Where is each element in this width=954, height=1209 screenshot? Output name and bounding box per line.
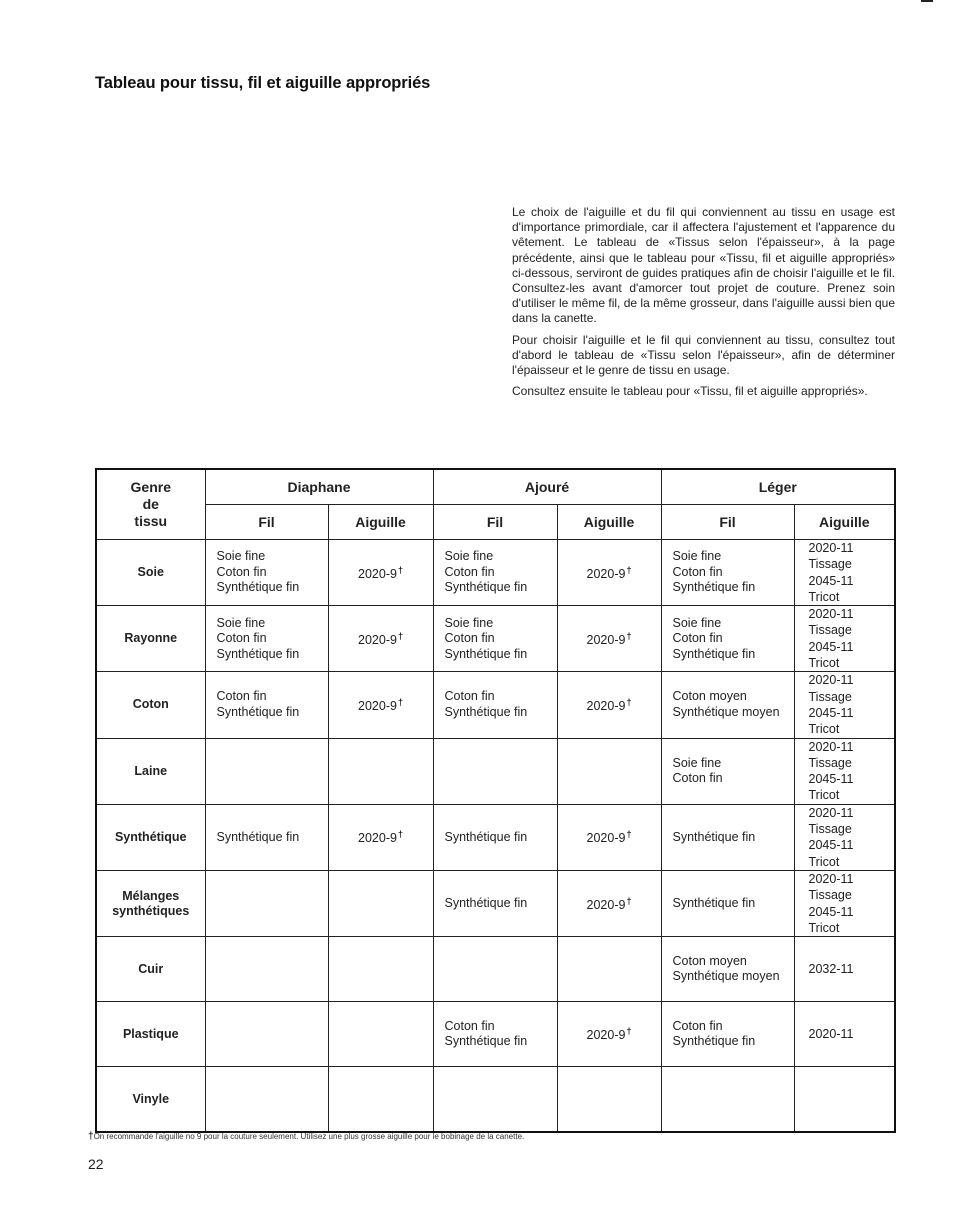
table-row — [96, 738, 895, 804]
needle-value: 2020-11 — [808, 805, 854, 820]
thread-value: Synthétique moyen — [672, 969, 780, 984]
intro-paragraph: Le choix de l'aiguille et du fil qui conviennent au tissu en usage est d'importance primordiale, car il affectera l'ajustement et l'apparence du vêtement. Le tableau de «Tissus selon l'épaisseur», à la page précédente, ainsi que le tableau pour «Tissu, fil et aiguille appropriés» ci-dessous, serviront de guides pratiques afin de choisir l'aiguille et le fil. Consultez-les avant d'amorcer tout projet de couture. Prenez soin d'utiliser le même fil, de la même grosseur, dans l'aiguille aussi bien que dans la canette. — [512, 205, 895, 326]
thread-cell-diaphane — [205, 1002, 328, 1067]
needle-cell-diaphane — [328, 937, 433, 1002]
needle-cell-diaphane — [328, 738, 433, 804]
thread-value: Coton fin — [444, 1018, 495, 1033]
thread-cell-ajoure — [433, 804, 557, 870]
thread-value: Synthétique fin — [444, 646, 528, 661]
dagger-mark: † — [626, 895, 632, 906]
thread-value: Soie fine — [444, 549, 494, 564]
needle-cell-ajoure — [557, 804, 661, 870]
page-number: 22 — [88, 1156, 104, 1172]
needle-value: 2020-11 — [808, 607, 854, 622]
needle-cell-ajoure — [557, 1067, 661, 1133]
thread-value: Coton moyen — [672, 953, 747, 968]
thread-value: Soie fine — [216, 615, 266, 630]
needle-value: 2020-9 — [358, 566, 397, 581]
intro-text — [512, 205, 895, 405]
thread-value: Synthétique moyen — [672, 704, 780, 719]
thread-value: Coton fin — [216, 631, 267, 646]
needle-value: Tricot — [808, 920, 840, 935]
fabric-name: Mélanges — [122, 888, 180, 903]
thread-value: Coton fin — [672, 564, 723, 579]
needle-value: 2020-11 — [808, 871, 854, 886]
thread-cell-ajoure — [433, 540, 557, 606]
needle-cell-ajoure — [557, 870, 661, 936]
needle-value: 2020-11 — [808, 739, 854, 754]
needle-value: 2020-9 — [358, 632, 397, 647]
fabric-name-cell — [96, 672, 205, 738]
thread-cell-leger — [661, 870, 794, 936]
thread-value: Synthétique fin — [216, 646, 300, 661]
needle-value: 2020-9 — [586, 632, 626, 647]
needle-value: Tricot — [808, 722, 840, 737]
thread-value: Coton fin — [444, 631, 495, 646]
table-row — [96, 672, 895, 738]
dagger-mark: † — [626, 564, 632, 575]
thread-value: Synthétique fin — [444, 829, 528, 844]
thread-value: Synthétique fin — [216, 704, 300, 719]
thread-cell-ajoure — [433, 606, 557, 672]
needle-value: 2020-11 — [808, 673, 854, 688]
sub-header-aiguille: Aiguille — [557, 505, 661, 540]
needle-cell-ajoure — [557, 606, 661, 672]
fabric-name: synthétiques — [112, 903, 190, 918]
thread-cell-leger — [661, 804, 794, 870]
thread-value: Soie fine — [672, 615, 722, 630]
thread-value: Coton fin — [216, 689, 267, 704]
thread-value: Synthétique fin — [672, 646, 756, 661]
table-row — [96, 937, 895, 1002]
thread-cell-leger — [661, 672, 794, 738]
needle-cell-leger — [794, 672, 895, 738]
thread-cell-ajoure — [433, 1067, 557, 1133]
needle-cell-ajoure — [557, 937, 661, 1002]
thread-cell-diaphane — [205, 738, 328, 804]
thread-value: Synthétique fin — [444, 580, 528, 595]
fabric-name-cell — [96, 870, 205, 936]
thread-cell-diaphane — [205, 870, 328, 936]
needle-value: 2020-9 — [586, 698, 626, 713]
thread-cell-ajoure — [433, 1002, 557, 1067]
thread-value: Coton fin — [444, 689, 495, 704]
fabric-name-cell — [96, 1002, 205, 1067]
thread-value: Soie fine — [444, 615, 494, 630]
fabric-name-cell — [96, 804, 205, 870]
thread-cell-ajoure — [433, 738, 557, 804]
fabric-name-cell — [96, 540, 205, 606]
thread-cell-diaphane — [205, 606, 328, 672]
thread-value: Synthétique fin — [216, 580, 300, 595]
group-header-leger: Léger — [661, 469, 895, 505]
thread-value: Soie fine — [672, 549, 722, 564]
thread-value: Coton moyen — [672, 689, 747, 704]
thread-cell-leger — [661, 937, 794, 1002]
thread-value: Coton fin — [444, 564, 495, 579]
needle-value: Tissage — [808, 557, 852, 572]
needle-cell-leger — [794, 1067, 895, 1133]
thread-value: Synthétique fin — [672, 829, 756, 844]
thread-value: Synthétique fin — [672, 895, 756, 910]
thread-value: Coton fin — [216, 564, 267, 579]
thread-value: Synthétique fin — [672, 1034, 756, 1049]
footnote — [88, 1131, 524, 1142]
fabric-name: Rayonne — [124, 631, 178, 646]
thread-cell-leger — [661, 1002, 794, 1067]
needle-cell-leger — [794, 606, 895, 672]
needle-cell-ajoure — [557, 672, 661, 738]
thread-cell-diaphane — [205, 937, 328, 1002]
needle-value: Tricot — [808, 589, 840, 604]
thread-value: Coton fin — [672, 771, 723, 786]
needle-value: Tissage — [808, 689, 852, 704]
footnote-dagger: † — [88, 1131, 94, 1142]
sub-header-fil: Fil — [661, 505, 794, 540]
fabric-thread-needle-table — [95, 468, 896, 1133]
thread-cell-leger — [661, 540, 794, 606]
fabric-name: Synthétique — [114, 829, 187, 844]
thread-value: Synthétique fin — [216, 829, 300, 844]
needle-value: 2020-9 — [358, 698, 397, 713]
fabric-name: Coton — [132, 697, 169, 712]
fabric-name-cell — [96, 1067, 205, 1133]
sub-header-aiguille: Aiguille — [794, 505, 895, 540]
fabric-name-cell — [96, 937, 205, 1002]
thread-value: Soie fine — [216, 549, 266, 564]
fabric-name: Plastique — [122, 1026, 179, 1041]
intro-paragraph: Pour choisir l'aiguille et le fil qui conviennent au tissu, consultez tout d'abord le tableau de «Tissu selon l'épaisseur», afin de déterminer l'épaisseur et le genre de tissu en usage. — [512, 332, 895, 378]
needle-cell-leger — [794, 540, 895, 606]
thread-cell-leger — [661, 606, 794, 672]
needle-value: 2020-11 — [808, 1026, 854, 1041]
needle-value: Tissage — [808, 623, 852, 638]
fabric-name: Soie — [137, 565, 164, 580]
needle-value: 2020-9 — [586, 831, 626, 846]
intro-paragraph: Consultez ensuite le tableau pour «Tissu, fil et aiguille appropriés». — [512, 384, 868, 399]
dagger-mark: † — [397, 630, 403, 641]
needle-cell-diaphane — [328, 672, 433, 738]
dagger-mark: † — [626, 1026, 632, 1037]
dagger-mark: † — [397, 829, 403, 840]
needle-cell-diaphane — [328, 606, 433, 672]
needle-cell-ajoure — [557, 540, 661, 606]
needle-value: 2020-9 — [358, 831, 397, 846]
dagger-mark: † — [397, 564, 403, 575]
thread-cell-diaphane — [205, 672, 328, 738]
needle-value: Tricot — [808, 656, 840, 671]
table-row — [96, 606, 895, 672]
needle-value: Tricot — [808, 854, 840, 869]
needle-value: 2045-11 — [808, 639, 854, 654]
needle-cell-diaphane — [328, 870, 433, 936]
needle-cell-diaphane — [328, 1002, 433, 1067]
table-row — [96, 804, 895, 870]
fabric-name-cell — [96, 738, 205, 804]
needle-value: 2045-11 — [808, 838, 854, 853]
fabric-name: Cuir — [138, 961, 164, 976]
table-row — [96, 540, 895, 606]
table-row — [96, 870, 895, 936]
thread-cell-ajoure — [433, 672, 557, 738]
needle-value: 2020-9 — [586, 897, 626, 912]
needle-cell-leger — [794, 870, 895, 936]
thread-value: Coton fin — [672, 1018, 723, 1033]
needle-value: 2045-11 — [808, 904, 854, 919]
genre-header: Genre de tissu — [96, 469, 205, 540]
dagger-mark: † — [626, 630, 632, 641]
fabric-name-cell — [96, 606, 205, 672]
needle-cell-diaphane — [328, 1067, 433, 1133]
thread-value: Synthétique fin — [444, 704, 528, 719]
needle-value: 2045-11 — [808, 705, 854, 720]
dagger-mark: † — [626, 696, 632, 707]
needle-value: Tricot — [808, 788, 840, 803]
thread-value: Synthétique fin — [444, 895, 528, 910]
thread-cell-ajoure — [433, 937, 557, 1002]
page-title: Tableau pour tissu, fil et aiguille appropriés — [95, 74, 431, 92]
needle-value: 2020-9 — [586, 566, 626, 581]
thread-value: Synthétique fin — [444, 1034, 528, 1049]
needle-cell-leger — [794, 1002, 895, 1067]
needle-value: 2032-11 — [808, 961, 854, 976]
needle-value: 2020-11 — [808, 541, 854, 555]
fabric-name: Laine — [134, 763, 168, 778]
group-header-diaphane: Diaphane — [205, 469, 433, 505]
dagger-mark: † — [626, 829, 632, 840]
needle-cell-diaphane — [328, 540, 433, 606]
footnote-text: On recommande l'aiguille no 9 pour la couture seulement. Utilisez une plus grosse aiguille pour le bobinage de la canette. — [93, 1132, 525, 1141]
needle-cell-ajoure — [557, 738, 661, 804]
fabric-name: Vinyle — [132, 1091, 170, 1106]
needle-cell-leger — [794, 738, 895, 804]
thread-cell-diaphane — [205, 540, 328, 606]
thread-cell-ajoure — [433, 870, 557, 936]
needle-value: Tissage — [808, 822, 852, 837]
table-row — [96, 1067, 895, 1133]
table-body — [96, 540, 895, 1133]
thread-cell-diaphane — [205, 804, 328, 870]
needle-value: Tissage — [808, 755, 852, 770]
needle-value: 2045-11 — [808, 573, 854, 588]
needle-value: 2045-11 — [808, 772, 854, 787]
needle-value: Tissage — [808, 888, 852, 903]
sub-header-aiguille: Aiguille — [328, 505, 433, 540]
sub-header-fil: Fil — [205, 505, 328, 540]
thread-value: Soie fine — [672, 755, 722, 770]
needle-cell-leger — [794, 937, 895, 1002]
thread-cell-leger — [661, 738, 794, 804]
sub-header-fil: Fil — [433, 505, 557, 540]
needle-cell-leger — [794, 804, 895, 870]
needle-value: 2020-9 — [586, 1028, 626, 1043]
thread-cell-leger — [661, 1067, 794, 1133]
thread-cell-diaphane — [205, 1067, 328, 1133]
needle-cell-ajoure — [557, 1002, 661, 1067]
group-header-ajoure: Ajouré — [433, 469, 661, 505]
thread-value: Coton fin — [672, 631, 723, 646]
needle-cell-diaphane — [328, 804, 433, 870]
corner-mark — [921, 0, 933, 2]
dagger-mark: † — [397, 696, 403, 707]
table-row — [96, 1002, 895, 1067]
thread-value: Synthétique fin — [672, 580, 756, 595]
